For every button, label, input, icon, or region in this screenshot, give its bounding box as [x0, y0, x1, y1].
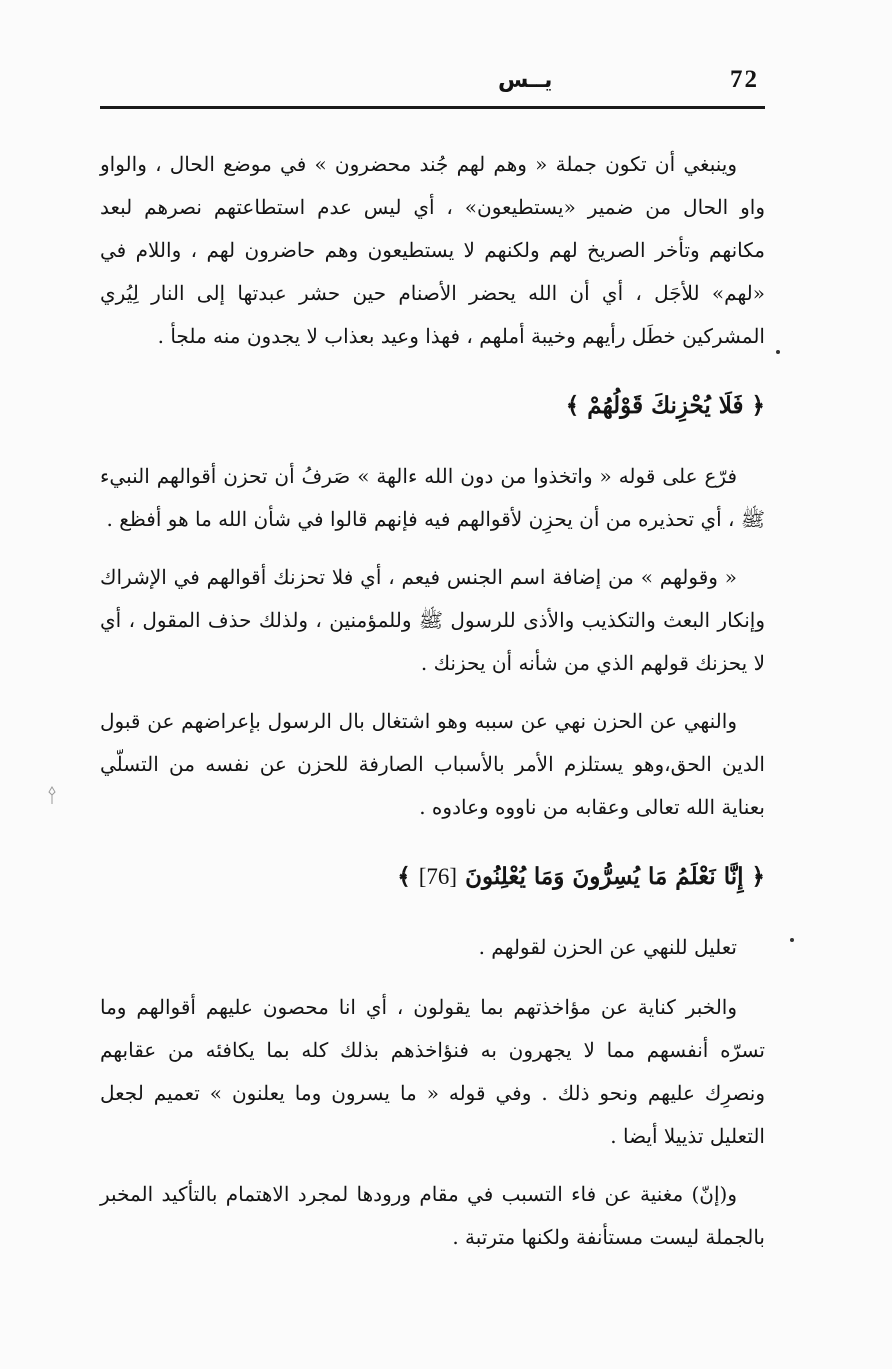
paragraph-7: و(إنّ) مغنية عن فاء التسبب في مقام ورودها لمجرد الاهتمام بالتأكيد المخبر بالجملة ليست مستأنفة ولكنها مترتبة . [100, 1182, 765, 1249]
verse-2-close: ﴾ [397, 863, 411, 890]
verse-2-text: ﴿ إِنَّا نَعْلَمُ مَا يُسِرُّونَ وَمَا يُعْلِنُونَ [465, 863, 765, 890]
scan-speck-icon [45, 786, 59, 806]
quran-verse-1: ﴿ فَلَا يُحْزِنكَ قَوْلُهُمْ ﴾ [565, 392, 765, 419]
paragraph-5: تعليل للنهي عن الحزن لقولهم . [478, 935, 737, 959]
paragraph-6: والخبر كناية عن مؤاخذتهم بما يقولون ، أي انا محصون عليهم أقوالهم وما تسرّه أنفسهم مما لا يجهرون به فنؤاخذهم بذلك كله بما يكافئه من عقابهم ونصرِك عليهم ونحو ذلك . وفي قوله « ما يسرون وما يعلنون » تعميم لجعل التعليل تذييلا أيضا . [100, 995, 765, 1148]
page-header [100, 66, 765, 104]
page-number: 72 [730, 66, 759, 93]
running-head: يــس [498, 68, 553, 93]
paragraph-4: والنهي عن الحزن نهي عن سببه وهو اشتغال بال الرسول بإعراضهم عن قبول الدين الحق،وهو يستلزم الأمر بالأسباب الصارفة للحزن عن نفسه من التسلّي بعناية الله تعالى وعقابه من ناووه وعادوه . [100, 709, 765, 819]
paragraph-1: وينبغي أن تكون جملة « وهم لهم جُند محضرون » في موضع الحال ، والواو واو الحال من ضمير «يستطيعون» ، أي ليس عدم استطاعتهم نصرهم لبعد مكانهم وتأخر الصريخ لهم ولكنهم لا يستطيعون وهم حاضرون لهم ، واللام في «لهم» للأجَل ، أي أن الله يحضر الأصنام حين حشر عبدتها إلى النار لِيُري المشركين خطَل رأيهم وخيبة أملهم ، فهذا وعيد بعذاب لا يجدون منه ملجأ . [100, 152, 765, 348]
margin-dot [790, 938, 794, 942]
margin-dot [776, 350, 780, 354]
verse-2-number: [76] [418, 864, 458, 889]
paragraph-3: « وقولهم » من إضافة اسم الجنس فيعم ، أي فلا تحزنك أقوالهم في الإشراك وإنكار البعث والتكذيب والأذى للرسول ﷺ وللمؤمنين ، ولذلك حذف المقول ، أي لا يحزنك قولهم الذي من شأنه أن يحزنك . [100, 565, 765, 675]
header-divider [100, 106, 765, 109]
page-body [100, 143, 765, 1274]
paragraph-2: فرّع على قوله « واتخذوا من دون الله ءالهة » صَرفُ أن تحزن أقوالهم النبيء ﷺ ، أي تحذيره من أن يحزِن لأقوالهم فيه فإنهم قالوا في شأن الله ما هو أفظع . [100, 464, 765, 531]
quran-verse-2 [100, 854, 765, 900]
